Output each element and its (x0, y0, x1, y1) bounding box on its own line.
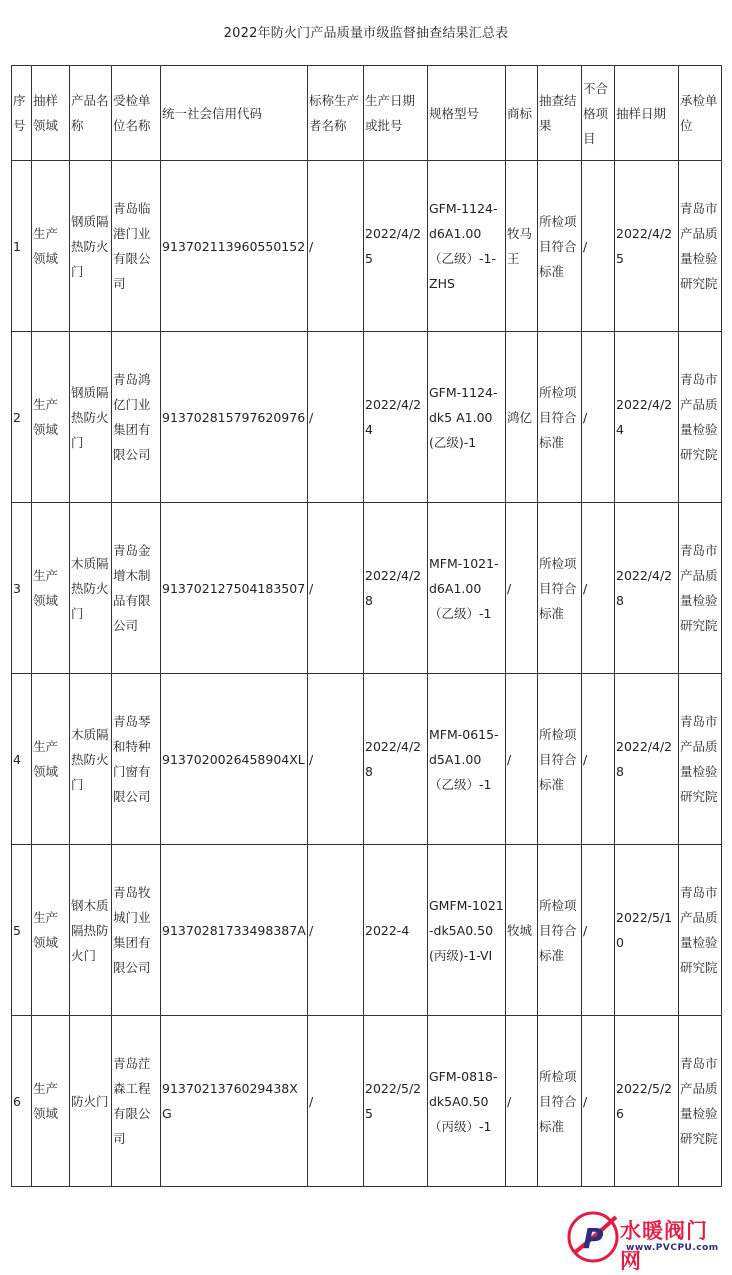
results-table (11, 65, 722, 1187)
cell-producer: / (308, 503, 364, 674)
cell-brand: 鸿亿 (506, 332, 538, 503)
cell-model: GFM-0818-dk5A0.50（丙级）-1 (428, 1016, 506, 1187)
cell-model: GFM-1124-d6A1.00（乙级）-1-ZHS (428, 161, 506, 332)
cell-producer: / (308, 161, 364, 332)
cell-result: 所检项目符合标准 (538, 161, 582, 332)
cell-company: 青岛金增木制品有限公司 (112, 503, 161, 674)
cell-failed-items: / (582, 674, 615, 845)
header-cell: 承检单位 (679, 66, 722, 161)
table-row (12, 161, 722, 332)
watermark-url: www.PVCPU.com (626, 1243, 719, 1253)
table-row (12, 503, 722, 674)
cell-brand: / (506, 1016, 538, 1187)
header-cell: 生产日期或批号 (364, 66, 428, 161)
cell-sampling-date: 2022/5/26 (615, 1016, 679, 1187)
cell-result: 所检项目符合标准 (538, 332, 582, 503)
table-row (12, 674, 722, 845)
cell-credit-code: 913702113960550152 (161, 161, 308, 332)
header-cell: 商标 (506, 66, 538, 161)
cell-failed-items: / (582, 503, 615, 674)
cell-result: 所检项目符合标准 (538, 503, 582, 674)
cell-production-date: 2022/4/25 (364, 161, 428, 332)
cell-credit-code: 9137020026458904XL (161, 674, 308, 845)
cell-model: GMFM-1021-dk5A0.50(丙级)-1-VI (428, 845, 506, 1016)
cell-company: 青岛琴和特种门窗有限公司 (112, 674, 161, 845)
cell-index: 3 (12, 503, 32, 674)
cell-failed-items: / (582, 1016, 615, 1187)
cell-failed-items: / (582, 845, 615, 1016)
cell-result: 所检项目符合标准 (538, 1016, 582, 1187)
header-cell: 不合格项目 (582, 66, 615, 161)
cell-inspector: 青岛市产品质量检验研究院 (679, 161, 722, 332)
cell-model: GFM-1124-dk5 A1.00(乙级)-1 (428, 332, 506, 503)
cell-product: 木质隔热防火门 (70, 503, 112, 674)
cell-credit-code: 9137021376029438XG (161, 1016, 308, 1187)
cell-credit-code: 91370281733498387A (161, 845, 308, 1016)
cell-brand: / (506, 503, 538, 674)
cell-result: 所检项目符合标准 (538, 674, 582, 845)
header-cell: 产品名称 (70, 66, 112, 161)
cell-domain: 生产领域 (32, 1016, 70, 1187)
cell-inspector: 青岛市产品质量检验研究院 (679, 674, 722, 845)
cell-brand: 牧马王 (506, 161, 538, 332)
cell-producer: / (308, 1016, 364, 1187)
header-cell: 受检单位名称 (112, 66, 161, 161)
cell-index: 2 (12, 332, 32, 503)
cell-product: 钢木质隔热防火门 (70, 845, 112, 1016)
cell-product: 防火门 (70, 1016, 112, 1187)
cell-product: 木质隔热防火门 (70, 674, 112, 845)
site-watermark (566, 1209, 726, 1273)
cell-index: 6 (12, 1016, 32, 1187)
cell-production-date: 2022/4/24 (364, 332, 428, 503)
cell-inspector: 青岛市产品质量检验研究院 (679, 1016, 722, 1187)
header-cell: 规格型号 (428, 66, 506, 161)
cell-production-date: 2022/4/28 (364, 503, 428, 674)
cell-sampling-date: 2022/4/25 (615, 161, 679, 332)
cell-brand: 牧城 (506, 845, 538, 1016)
pvcpu-logo-icon (566, 1209, 622, 1265)
cell-producer: / (308, 674, 364, 845)
cell-company: 青岛牧城门业集团有限公司 (112, 845, 161, 1016)
cell-credit-code: 913702127504183507 (161, 503, 308, 674)
cell-producer: / (308, 332, 364, 503)
cell-credit-code: 913702815797620976 (161, 332, 308, 503)
cell-inspector: 青岛市产品质量检验研究院 (679, 332, 722, 503)
header-cell: 标称生产者名称 (308, 66, 364, 161)
cell-product: 钢质隔热防火门 (70, 332, 112, 503)
header-cell: 统一社会信用代码 (161, 66, 308, 161)
cell-failed-items: / (582, 161, 615, 332)
cell-failed-items: / (582, 332, 615, 503)
cell-brand: / (506, 674, 538, 845)
cell-inspector: 青岛市产品质量检验研究院 (679, 503, 722, 674)
cell-company: 青岛茳森工程有限公司 (112, 1016, 161, 1187)
cell-model: MFM-0615-d5A1.00（乙级）-1 (428, 674, 506, 845)
cell-production-date: 2022/5/25 (364, 1016, 428, 1187)
table-row (12, 845, 722, 1016)
cell-company: 青岛临港门业有限公司 (112, 161, 161, 332)
cell-sampling-date: 2022/4/24 (615, 332, 679, 503)
cell-index: 1 (12, 161, 32, 332)
header-cell: 抽查结果 (538, 66, 582, 161)
cell-domain: 生产领域 (32, 332, 70, 503)
cell-domain: 生产领域 (32, 161, 70, 332)
watermark-brand: 水暖阀门网 (620, 1219, 708, 1273)
cell-result: 所检项目符合标准 (538, 845, 582, 1016)
table-row (12, 1016, 722, 1187)
header-cell: 序号 (12, 66, 32, 161)
cell-sampling-date: 2022/4/28 (615, 674, 679, 845)
cell-index: 4 (12, 674, 32, 845)
page-title: 2022年防火门产品质量市级监督抽查结果汇总表 (223, 26, 509, 41)
logo-letter: P (583, 1222, 604, 1255)
cell-company: 青岛鸿亿门业集团有限公司 (112, 332, 161, 503)
cell-model: MFM-1021-d6A1.00（乙级）-1 (428, 503, 506, 674)
cell-domain: 生产领域 (32, 503, 70, 674)
cell-sampling-date: 2022/5/10 (615, 845, 679, 1016)
header-cell: 抽样日期 (615, 66, 679, 161)
cell-index: 5 (12, 845, 32, 1016)
cell-product: 钢质隔热防火门 (70, 161, 112, 332)
cell-production-date: 2022/4/28 (364, 674, 428, 845)
table-header-row (12, 66, 722, 161)
table-row (12, 332, 722, 503)
cell-domain: 生产领域 (32, 674, 70, 845)
cell-sampling-date: 2022/4/28 (615, 503, 679, 674)
cell-inspector: 青岛市产品质量检验研究院 (679, 845, 722, 1016)
header-cell: 抽样领域 (32, 66, 70, 161)
cell-production-date: 2022-4 (364, 845, 428, 1016)
cell-domain: 生产领域 (32, 845, 70, 1016)
cell-producer: / (308, 845, 364, 1016)
